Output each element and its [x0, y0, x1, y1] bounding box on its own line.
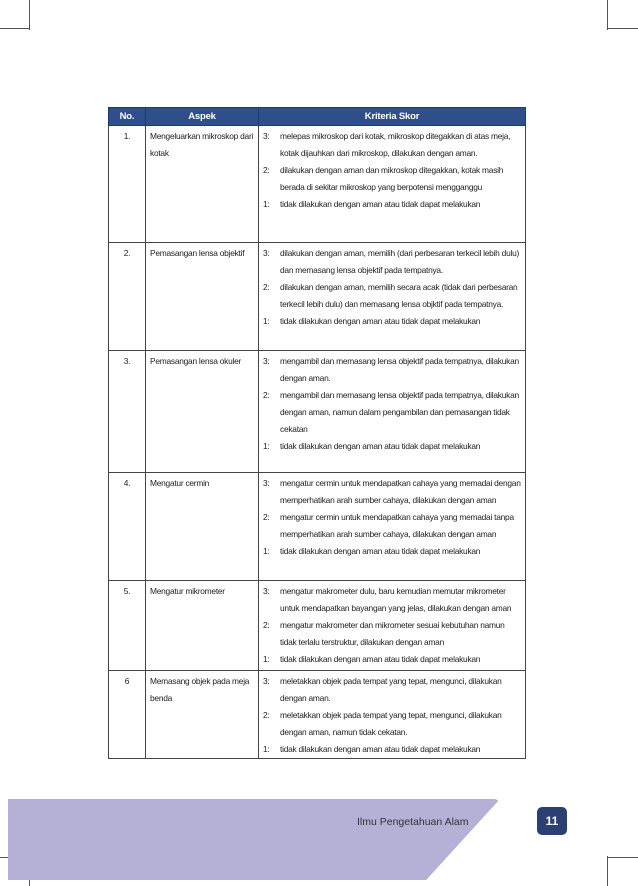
criterion-item	[263, 128, 521, 162]
table-row	[109, 671, 526, 759]
criterion-item	[263, 245, 521, 279]
criterion-item	[263, 313, 521, 330]
row-number: 5.	[109, 581, 146, 671]
criterion-text: mengatur cermin untuk mendapatkan cahaya yang memadai tanpa memperhatikan arah sumber cahaya, dilakukan dengan aman	[280, 512, 514, 539]
row-number: 6	[109, 671, 146, 759]
criterion-text: dilakukan dengan aman dan mikroskop ditegakkan, kotak masih berada di sekitar mikroskop yang berpotensi mengganggu	[280, 165, 504, 192]
criterion-score: 3:	[263, 248, 270, 258]
criterion-text: mengambil dan memasang lensa objektif pada tempatnya, dilakukan dengan aman.	[280, 356, 519, 383]
criterion-item	[263, 509, 521, 543]
footer-subject-title: Ilmu Pengetahuan Alam	[357, 816, 469, 828]
crop-mark-top-right-horizontal	[608, 28, 638, 29]
row-aspect: Mengeluarkan mikroskop dari kotak	[146, 126, 259, 243]
row-aspect: Mengatur mikrometer	[146, 581, 259, 671]
row-aspect: Memasang objek pada meja benda	[146, 671, 259, 759]
row-criteria	[259, 243, 526, 351]
criterion-item	[263, 543, 521, 560]
row-number: 4.	[109, 473, 146, 581]
row-number: 1.	[109, 126, 146, 243]
crop-mark-top-left-vertical	[29, 0, 30, 30]
criterion-item	[263, 279, 521, 313]
criterion-item	[263, 741, 521, 758]
table-row	[109, 126, 526, 243]
criterion-score: 2:	[263, 390, 270, 400]
crop-mark-top-right-vertical	[607, 0, 608, 30]
row-criteria	[259, 581, 526, 671]
header-no: No.	[109, 108, 146, 126]
criterion-score: 3:	[263, 478, 270, 488]
criterion-item	[263, 617, 521, 651]
row-aspect: Pemasangan lensa okuler	[146, 351, 259, 473]
table-body	[109, 126, 526, 759]
criterion-text: dilakukan dengan aman, memilih (dari perbesaran terkecil lebih dulu) dan memasang lensa objektif pada tempatnya.	[280, 248, 520, 275]
criterion-item	[263, 387, 521, 438]
crop-mark-top-left-horizontal	[0, 28, 30, 29]
criterion-score: 1:	[263, 546, 270, 556]
criterion-text: tidak dilakukan dengan aman atau tidak dapat melakukan	[280, 199, 481, 209]
criterion-text: mengambil dan memasang lensa objektif pada tempatnya, dilakukan dengan aman, namun dalam pengambilan dan pemasangan tidak cekatan	[280, 390, 519, 434]
table-row	[109, 473, 526, 581]
table-header-row	[109, 108, 526, 126]
criterion-score: 3:	[263, 131, 270, 141]
footer-band	[8, 799, 500, 880]
criterion-item	[263, 651, 521, 668]
criterion-item	[263, 583, 521, 617]
row-criteria	[259, 126, 526, 243]
criterion-text: meletakkan objek pada tempat yang tepat, mengunci, dilakukan dengan aman.	[280, 676, 502, 703]
criterion-item	[263, 353, 521, 387]
header-kriteria-skor: Kriteria Skor	[259, 108, 526, 126]
criterion-score: 2:	[263, 165, 270, 175]
criterion-text: mengatur makrometer dulu, baru kemudian memutar mikrometer untuk mendapatkan bayangan yang jelas, dilakukan dengan aman	[280, 586, 512, 613]
row-criteria	[259, 351, 526, 473]
criterion-score: 2:	[263, 710, 270, 720]
criterion-score: 3:	[263, 356, 270, 366]
criterion-item	[263, 673, 521, 707]
row-aspect: Mengatur cermin	[146, 473, 259, 581]
criterion-text: melepas mikroskop dari kotak, mikroskop ditegakkan di atas meja, kotak dijauhkan dari mikroskop, dilakukan dengan aman.	[280, 131, 511, 158]
criterion-text: dilakukan dengan aman, memilih secara acak (tidak dari perbesaran terkecil lebih dulu) dan memasang lensa objktif pada tempatnya.	[280, 282, 518, 309]
crop-mark-bottom-right-horizontal	[608, 857, 638, 858]
criterion-score: 2:	[263, 282, 270, 292]
criterion-item	[263, 438, 521, 455]
criterion-item	[263, 475, 521, 509]
criterion-score: 3:	[263, 676, 270, 686]
page-number-badge: 11	[537, 807, 567, 835]
criterion-score: 2:	[263, 620, 270, 630]
table-row	[109, 351, 526, 473]
criterion-score: 1:	[263, 744, 270, 754]
criterion-score: 3:	[263, 586, 270, 596]
criterion-score: 1:	[263, 316, 270, 326]
row-number: 2.	[109, 243, 146, 351]
criterion-text: meletakkan objek pada tempat yang tepat, mengunci, dilakukan dengan aman, namun tidak cekatan.	[280, 710, 502, 737]
header-aspek: Aspek	[146, 108, 259, 126]
row-criteria	[259, 671, 526, 759]
criterion-item	[263, 196, 521, 213]
criterion-score: 1:	[263, 441, 270, 451]
crop-mark-bottom-right-vertical	[607, 856, 608, 886]
row-number: 3.	[109, 351, 146, 473]
table-row	[109, 243, 526, 351]
criterion-text: tidak dilakukan dengan aman atau tidak dapat melakukan	[280, 546, 481, 556]
criterion-score: 1:	[263, 654, 270, 664]
criterion-text: tidak dilakukan dengan aman atau tidak dapat melakukan	[280, 654, 481, 664]
row-aspect: Pemasangan lensa objektif	[146, 243, 259, 351]
criterion-item	[263, 707, 521, 741]
table-row	[109, 581, 526, 671]
assessment-rubric-table	[108, 107, 526, 759]
criterion-text: mengatur makrometer dan mikrometer sesuai kebutuhan namun tidak terlalu terstruktur, dilakukan dengan aman	[280, 620, 505, 647]
criterion-score: 1:	[263, 199, 270, 209]
criterion-text: mengatur cermin untuk mendapatkan cahaya yang memadai dengan memperhatikan arah sumber cahaya, dilakukan dengan aman	[280, 478, 521, 505]
criterion-score: 2:	[263, 512, 270, 522]
row-criteria	[259, 473, 526, 581]
criterion-text: tidak dilakukan dengan aman atau tidak dapat melakukan	[280, 744, 481, 754]
criterion-text: tidak dilakukan dengan aman atau tidak dapat melakukan	[280, 316, 481, 326]
criterion-item	[263, 162, 521, 196]
criterion-text: tidak dilakukan dengan aman atau tidak dapat melakukan	[280, 441, 481, 451]
